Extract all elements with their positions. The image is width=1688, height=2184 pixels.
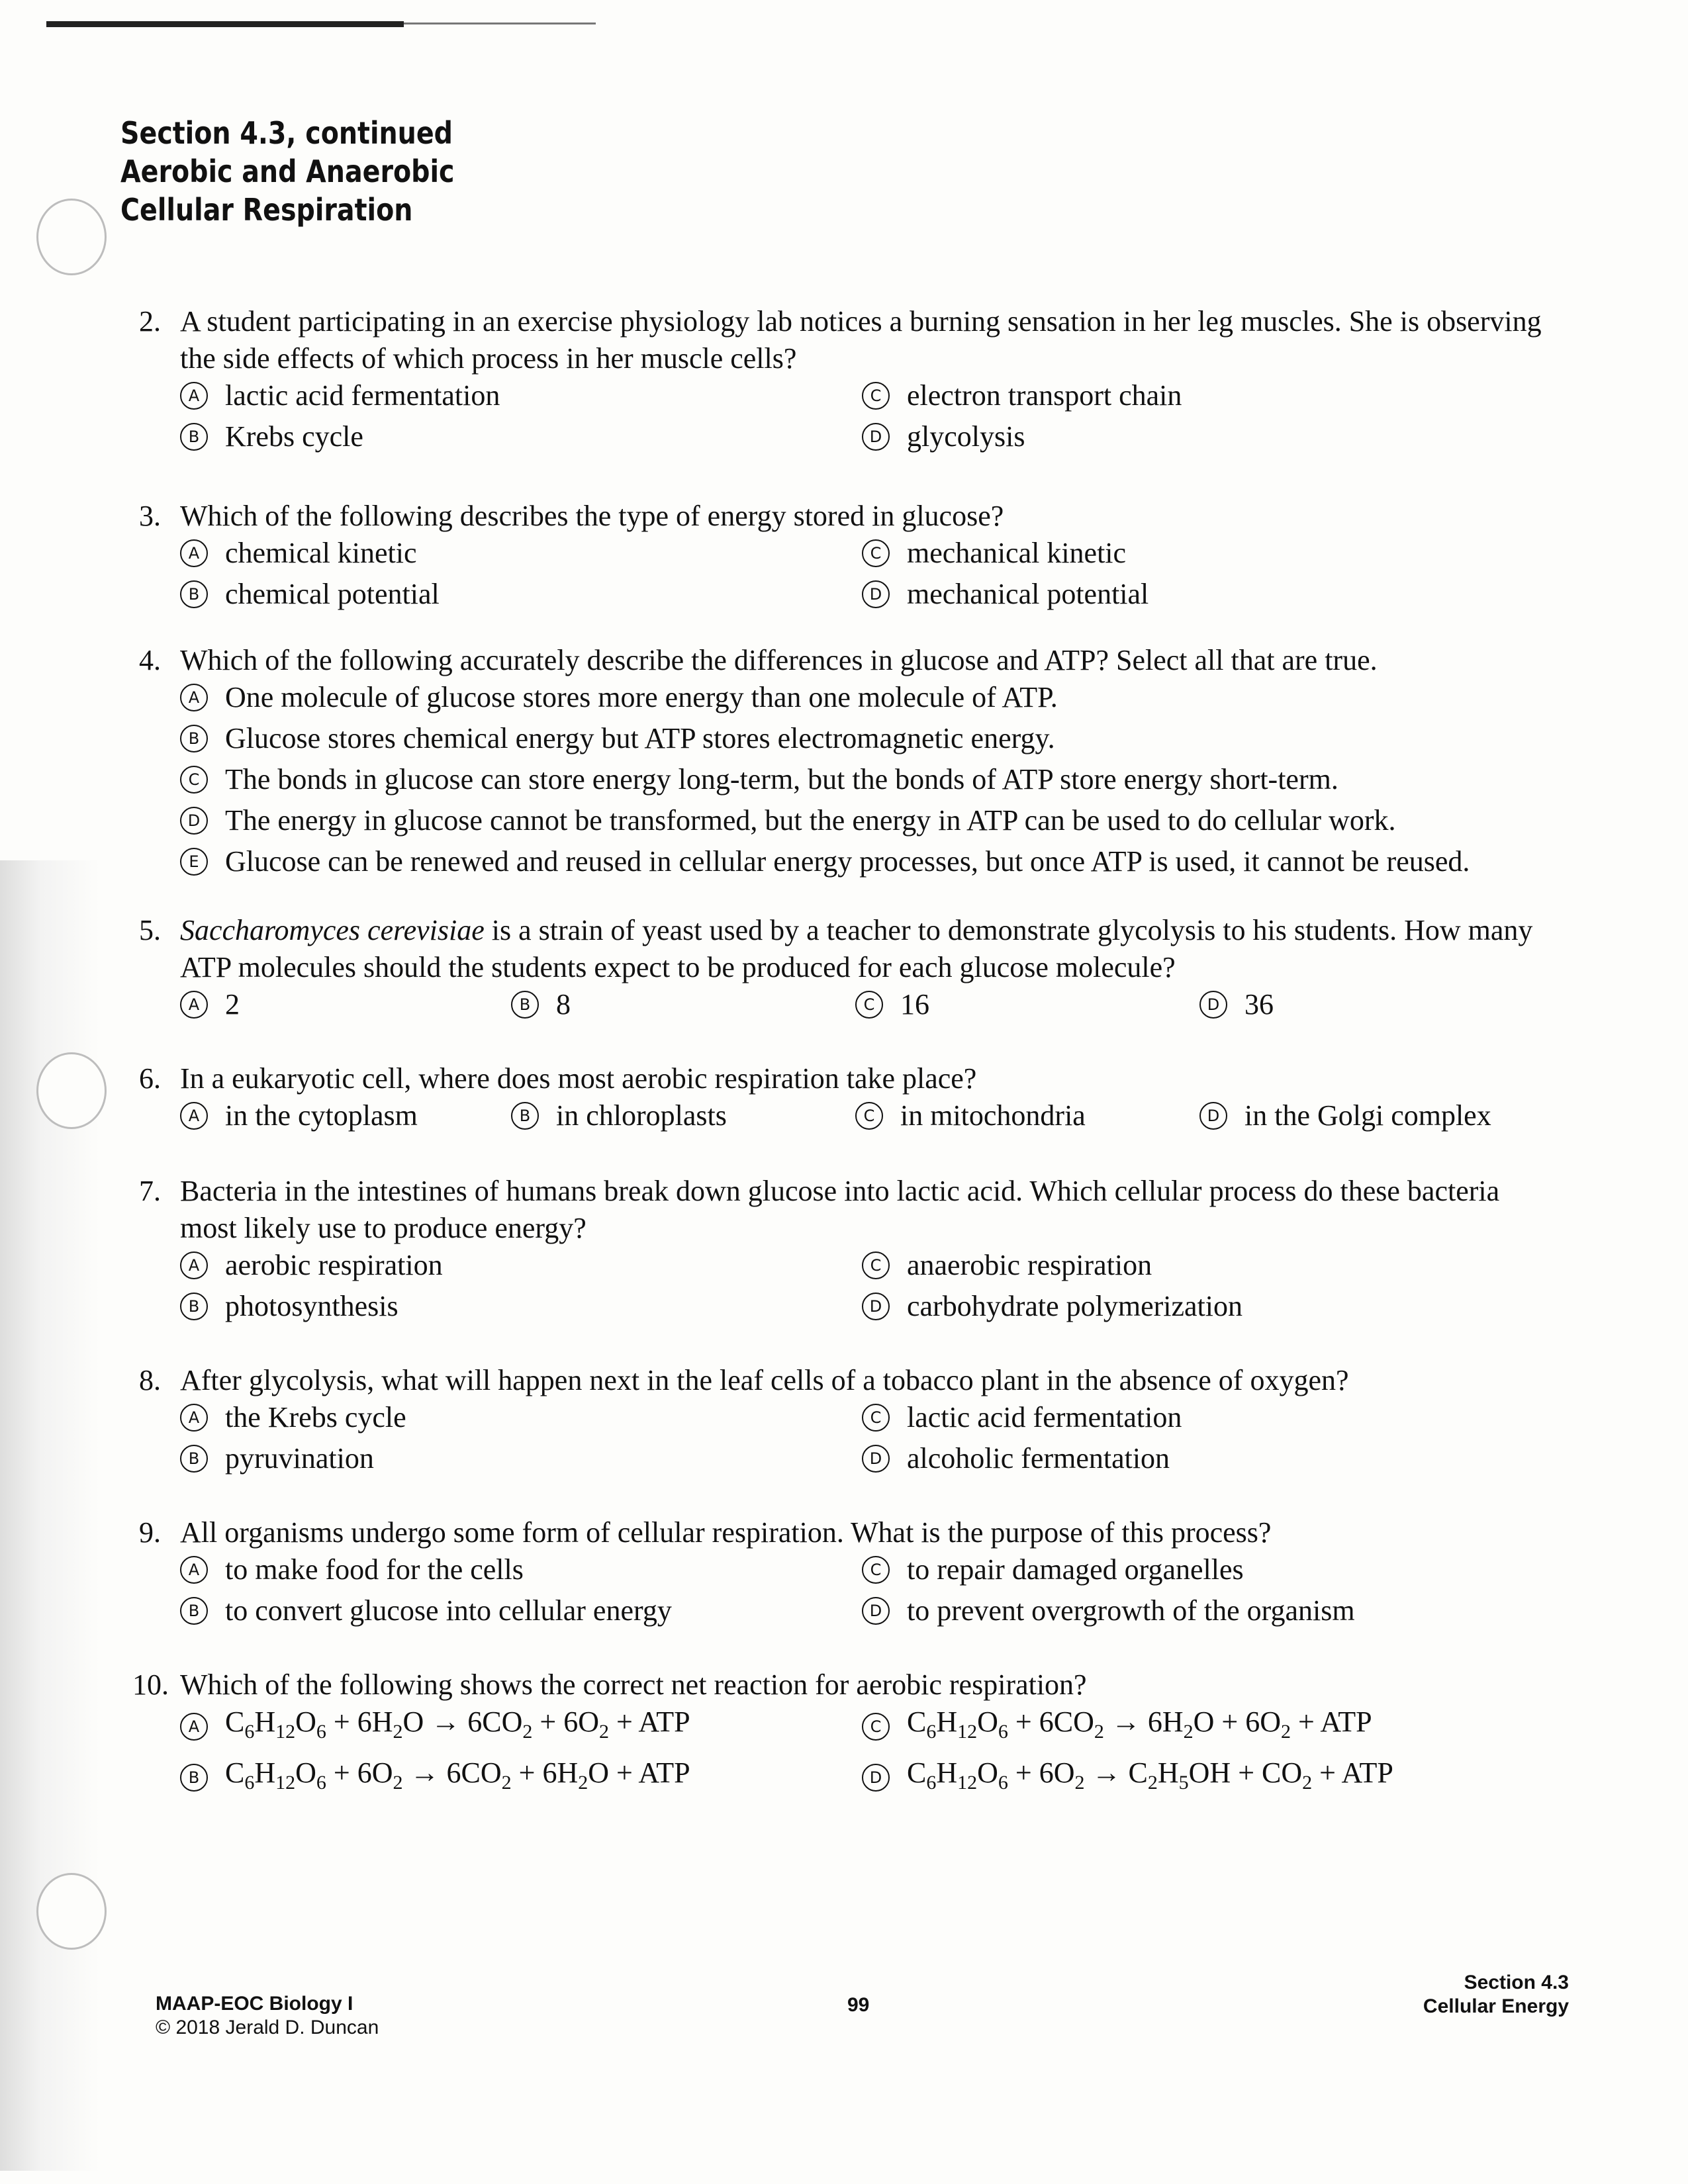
answer-option[interactable]: D to prevent overgrowth of the organism xyxy=(862,1592,1524,1629)
answer-bubble[interactable]: D xyxy=(862,1597,890,1625)
answer-bubble[interactable]: C xyxy=(862,1251,890,1279)
answer-bubble[interactable]: D xyxy=(862,423,890,451)
answer-bubble[interactable]: D xyxy=(862,1764,890,1792)
answer-bubble[interactable]: B xyxy=(511,1102,539,1130)
answer-option[interactable]: A chemical kinetic xyxy=(180,535,862,572)
answer-bubble[interactable]: B xyxy=(180,725,208,752)
answer-option[interactable]: A One molecule of glucose stores more energy than one molecule of ATP. xyxy=(180,679,1562,716)
answer-bubble[interactable]: D xyxy=(1199,991,1227,1019)
question-number: 10. xyxy=(132,1668,169,1701)
answer-bubble[interactable]: D xyxy=(862,1293,890,1320)
answer-option[interactable]: D glycolysis xyxy=(862,418,1524,455)
title-line: Section 4.3, continued xyxy=(120,115,453,151)
question-2 xyxy=(139,303,1562,455)
species-name: Saccharomyces cerevisiae xyxy=(180,914,485,946)
question-stem: Which of the following accurately describe the differences in glucose and ATP? Select all that are true. xyxy=(180,644,1378,676)
question-6 xyxy=(139,1060,1562,1134)
course-name: MAAP-EOC Biology I xyxy=(156,1993,353,2015)
top-rule-thin xyxy=(404,23,596,24)
answer-option[interactable]: D carbohydrate polymerization xyxy=(862,1288,1524,1325)
question-stem: Which of the following shows the correct net reaction for aerobic respiration? xyxy=(180,1668,1087,1701)
answer-option[interactable]: A lactic acid fermentation xyxy=(180,377,862,414)
answer-option[interactable]: D alcoholic fermentation xyxy=(862,1440,1524,1477)
question-number: 8. xyxy=(139,1364,161,1396)
answer-bubble[interactable]: B xyxy=(511,991,539,1019)
answer-option[interactable]: E Glucose can be renewed and reused in cellular energy processes, but once ATP is used, it cannot be reused. xyxy=(180,843,1562,880)
punch-hole xyxy=(36,1873,107,1950)
answer-bubble[interactable]: B xyxy=(180,1764,208,1792)
page-number: 99 xyxy=(847,1994,870,2016)
answer-option[interactable]: A the Krebs cycle xyxy=(180,1399,862,1436)
question-10 xyxy=(132,1666,1556,1801)
answer-option[interactable]: B in chloroplasts xyxy=(511,1097,855,1134)
question-number: 5. xyxy=(139,914,161,946)
question-4 xyxy=(139,642,1562,880)
answer-bubble[interactable]: C xyxy=(855,1102,883,1130)
question-7 xyxy=(139,1173,1562,1325)
answer-bubble[interactable]: A xyxy=(180,1713,208,1741)
title-line: Aerobic and Anaerobic xyxy=(120,154,455,189)
answer-bubble[interactable]: D xyxy=(862,580,890,608)
answer-option[interactable]: C in mitochondria xyxy=(855,1097,1199,1134)
answer-option[interactable]: D mechanical potential xyxy=(862,576,1524,613)
answer-bubble[interactable]: C xyxy=(855,991,883,1019)
answer-option[interactable]: B pyruvination xyxy=(180,1440,862,1477)
footer-left xyxy=(156,1992,379,2040)
answer-bubble[interactable]: B xyxy=(180,423,208,451)
answer-bubble[interactable]: A xyxy=(180,1556,208,1584)
section-name: Cellular Energy xyxy=(1423,1995,1569,2017)
answer-bubble[interactable]: A xyxy=(180,991,208,1019)
question-stem: After glycolysis, what will happen next in the leaf cells of a tobacco plant in the absence of oxygen? xyxy=(180,1364,1349,1396)
answer-option[interactable]: A aerobic respiration xyxy=(180,1247,862,1284)
answer-option[interactable] xyxy=(180,1754,862,1801)
answer-bubble[interactable]: A xyxy=(180,684,208,711)
equation: $C_6H_{12}O_6 + 6CO_2 \to 6H_2O + 6O_2$ + ATP xyxy=(907,1706,1372,1743)
question-stem: A student participating in an exercise physiology lab notices a burning sensation in her leg muscles. She is observing the side effects of which process in her muscle cells? xyxy=(180,305,1542,375)
answer-bubble[interactable]: D xyxy=(1199,1102,1227,1130)
answer-bubble[interactable]: C xyxy=(862,382,890,410)
answer-option[interactable]: B to convert glucose into cellular energy xyxy=(180,1592,862,1629)
answer-bubble[interactable]: C xyxy=(862,1556,890,1584)
answer-bubble[interactable]: B xyxy=(180,1293,208,1320)
answer-option[interactable]: C The bonds in glucose can store energy long-term, but the bonds of ATP store energy short-term. xyxy=(180,761,1562,798)
question-stem: In a eukaryotic cell, where does most aerobic respiration take place? xyxy=(180,1062,977,1095)
answer-option[interactable] xyxy=(862,1754,1524,1801)
answer-option[interactable]: B 8 xyxy=(511,986,855,1023)
answer-bubble[interactable]: A xyxy=(180,539,208,567)
answer-option[interactable]: B chemical potential xyxy=(180,576,862,613)
answer-option[interactable]: D The energy in glucose cannot be transformed, but the energy in ATP can be used to do cellular work. xyxy=(180,802,1562,839)
question-stem: Which of the following describes the type of energy stored in glucose? xyxy=(180,500,1004,532)
answer-bubble[interactable]: A xyxy=(180,1251,208,1279)
answer-option[interactable] xyxy=(180,1704,862,1751)
answer-option[interactable] xyxy=(862,1704,1524,1751)
answer-bubble[interactable]: B xyxy=(180,580,208,608)
question-9 xyxy=(139,1514,1562,1629)
question-5 xyxy=(139,912,1562,1023)
answer-bubble[interactable]: B xyxy=(180,1597,208,1625)
question-stem: Bacteria in the intestines of humans break down glucose into lactic acid. Which cellular process do these bacteria most likely use to produce energy? xyxy=(180,1175,1500,1244)
answer-bubble[interactable]: C xyxy=(862,1404,890,1432)
question-number: 9. xyxy=(139,1516,161,1549)
answer-option[interactable]: C lactic acid fermentation xyxy=(862,1399,1524,1436)
answer-option[interactable]: C anaerobic respiration xyxy=(862,1247,1524,1284)
answer-bubble[interactable]: C xyxy=(180,766,208,794)
question-number: 4. xyxy=(139,644,161,676)
answer-option[interactable]: C 16 xyxy=(855,986,1199,1023)
footer-right xyxy=(1423,1971,1569,2019)
equation: $C_6H_{12}O_6 + 6O_2 \to C_2H_5OH + CO_2$ + ATP xyxy=(907,1756,1393,1794)
equation: $C_6H_{12}O_6 + 6H_2O \to 6CO_2 + 6O_2$ + ATP xyxy=(225,1706,690,1743)
question-number: 7. xyxy=(139,1175,161,1207)
answer-option[interactable]: C electron transport chain xyxy=(862,377,1524,414)
answer-bubble[interactable]: D xyxy=(180,807,208,835)
question-number: 6. xyxy=(139,1062,161,1095)
copyright: © 2018 Jerald D. Duncan xyxy=(156,2017,379,2038)
answer-option[interactable]: B Krebs cycle xyxy=(180,418,862,455)
answer-bubble[interactable]: C xyxy=(862,1713,890,1741)
question-stem: All organisms undergo some form of cellular respiration. What is the purpose of this process? xyxy=(180,1516,1272,1549)
answer-option[interactable]: D 36 xyxy=(1199,986,1544,1023)
question-number: 3. xyxy=(139,500,161,532)
answer-option[interactable]: A to make food for the cells xyxy=(180,1551,862,1588)
answer-bubble[interactable]: C xyxy=(862,539,890,567)
answer-option[interactable]: B photosynthesis xyxy=(180,1288,862,1325)
punch-hole xyxy=(36,199,107,275)
answer-bubble[interactable]: A xyxy=(180,382,208,410)
question-8 xyxy=(139,1362,1562,1477)
answer-bubble[interactable]: E xyxy=(180,848,208,876)
answer-option[interactable]: C to repair damaged organelles xyxy=(862,1551,1524,1588)
answer-bubble[interactable]: A xyxy=(180,1102,208,1130)
question-stem: is a strain of yeast used by a teacher to demonstrate glycolysis to his students. How many ATP molecules should the students expect to be produced for each glucose molecule? xyxy=(180,914,1533,983)
answer-bubble[interactable]: A xyxy=(180,1404,208,1432)
answer-option[interactable]: D in the Golgi complex xyxy=(1199,1097,1544,1134)
answer-bubble[interactable]: D xyxy=(862,1445,890,1473)
answer-option[interactable]: C mechanical kinetic xyxy=(862,535,1524,572)
answer-option[interactable]: A in the cytoplasm xyxy=(180,1097,511,1134)
answer-option[interactable]: A 2 xyxy=(180,986,511,1023)
equation: $C_6H_{12}O_6 + 6O_2 \to 6CO_2 + 6H_2O$ + ATP xyxy=(225,1756,690,1794)
question-number: 2. xyxy=(139,305,161,338)
title-line: Cellular Respiration xyxy=(120,192,413,228)
answer-bubble[interactable]: B xyxy=(180,1445,208,1473)
question-3 xyxy=(139,498,1562,613)
section-title xyxy=(120,114,455,229)
top-rule xyxy=(46,21,404,27)
section-label: Section 4.3 xyxy=(1464,1972,1569,1993)
answer-option[interactable]: B Glucose stores chemical energy but ATP stores electromagnetic energy. xyxy=(180,720,1562,757)
punch-hole xyxy=(36,1052,107,1129)
